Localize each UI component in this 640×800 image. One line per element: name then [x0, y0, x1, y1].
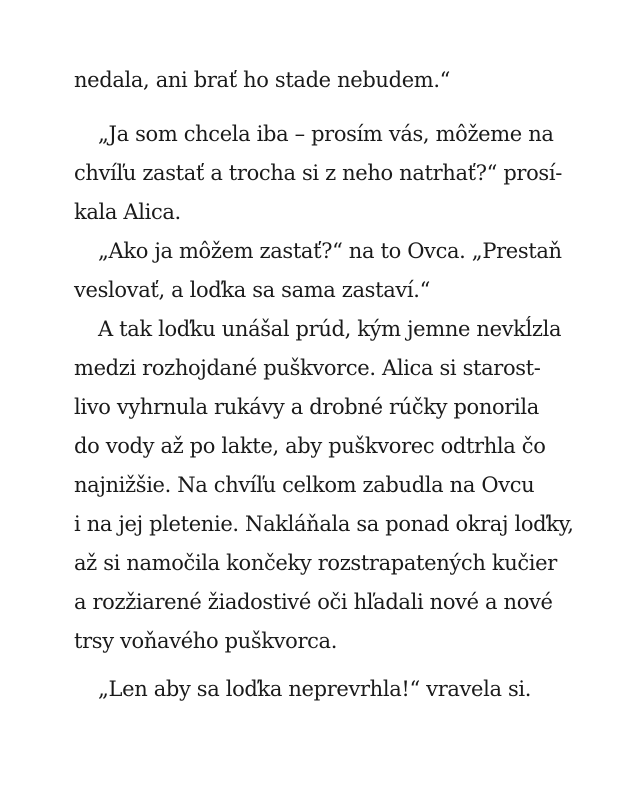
text-line: veslovať, a loďka sa sama zastaví.“ [74, 278, 430, 302]
text-line: medzi rozhojdané puškvorce. Alica si starost- [74, 356, 541, 380]
text-line: „Len aby sa loďka neprevrhla!“ vravela si. [98, 677, 532, 701]
text-line: nedala, ani brať ho stade nebudem.“ [74, 68, 451, 92]
text-line: a rozžiarené žiadostivé oči hľadali nové a nové [74, 590, 553, 614]
text-line: kala Alica. [74, 200, 181, 224]
text-line: i na jej pletenie. Nakláňala sa ponad okraj loďky, [74, 512, 574, 536]
text-line: až si namočila končeky rozstrapatených kučier [74, 551, 557, 575]
text-line: A tak loďku unášal prúd, kým jemne nevkĺzla [98, 317, 562, 341]
text-line: chvíľu zastať a trocha si z neho natrhať?“ prosí- [74, 161, 562, 185]
text-line: do vody až po lakte, aby puškvorec odtrhla čo [74, 434, 546, 458]
text-line: „Ja som chcela iba – prosím vás, môžeme na [98, 122, 554, 146]
text-line: trsy voňavého puškvorca. [74, 629, 338, 653]
text-line: najnižšie. Na chvíľu celkom zabudla na Ovcu [74, 473, 535, 497]
text-line: „Ako ja môžem zastať?“ na to Ovca. „Prestaň [98, 239, 562, 263]
text-line: livo vyhrnula rukávy a drobné rúčky ponorila [74, 395, 539, 419]
